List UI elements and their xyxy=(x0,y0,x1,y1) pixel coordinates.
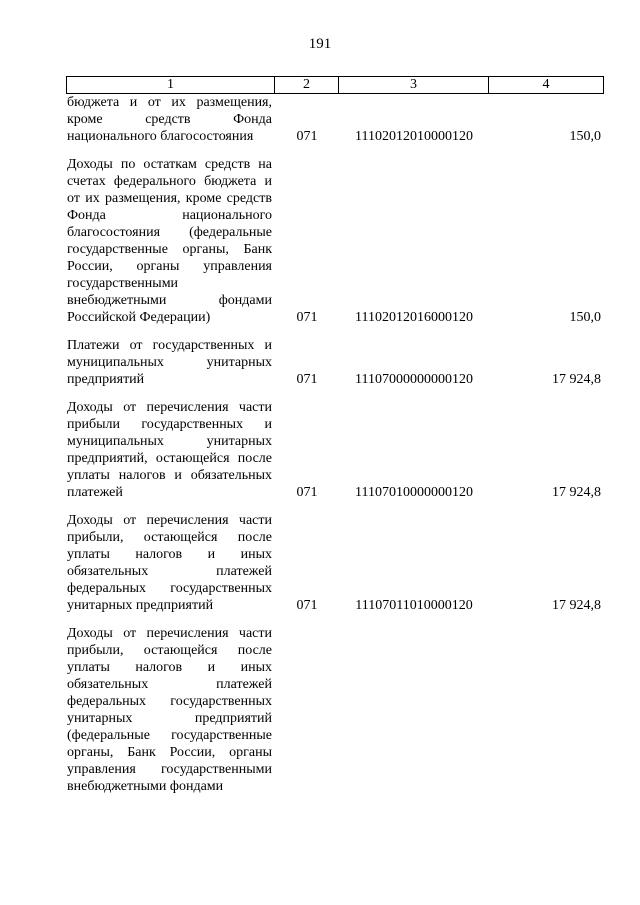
table-header xyxy=(66,76,604,94)
row-kbk-code: 11102012010000120 xyxy=(355,129,473,144)
row-amount: 17 924,8 xyxy=(552,372,601,387)
row-admin-code: 071 xyxy=(296,129,318,144)
row-description: бюджета и от их размещения, кроме средств Фонда национального благосостояния xyxy=(67,95,272,144)
row-amount: 17 924,8 xyxy=(552,598,601,613)
page-number: 191 xyxy=(308,36,332,52)
header-col-3: 3 xyxy=(339,77,489,93)
row-admin-code: 071 xyxy=(296,372,318,387)
table-row xyxy=(67,337,603,388)
row-description: Доходы от перечисления части прибыли, остающейся после уплаты налогов и иных обязательных платежей федеральных государственных унитарных предприятий xyxy=(67,513,272,613)
header-col-4: 4 xyxy=(542,77,550,92)
row-description: Доходы от перечисления части прибыли, остающейся после уплаты налогов и иных обязательных платежей федеральных государственных унитарных предприятий (федеральные государственные органы, Банк России, органы управления государственными внебюджетными фондами xyxy=(67,626,272,794)
table-row xyxy=(67,156,603,326)
row-kbk-code: 11102012016000120 xyxy=(355,310,473,325)
row-amount: 150,0 xyxy=(569,310,601,325)
table-row xyxy=(67,94,603,145)
table-row xyxy=(67,625,603,795)
row-kbk-code: 11107010000000120 xyxy=(355,485,473,500)
table-body xyxy=(67,94,603,806)
header-col-1: 1 xyxy=(67,77,275,93)
row-description: Доходы по остаткам средств на счетах федерального бюджета и от их размещения, кроме средств Фонда национального благосостояния (федеральные государственные органы, Банк России, органы управления государственными внебюджетными фондами Российской Федерации) xyxy=(67,157,272,325)
row-description: Платежи от государственных и муниципальных унитарных предприятий xyxy=(67,338,272,387)
table-row xyxy=(67,512,603,614)
row-amount: 150,0 xyxy=(569,129,601,144)
header-col-2: 2 xyxy=(275,77,339,93)
row-amount: 17 924,8 xyxy=(552,485,601,500)
table-row xyxy=(67,399,603,501)
row-admin-code: 071 xyxy=(296,598,318,613)
row-description: Доходы от перечисления части прибыли государственных и муниципальных унитарных предприятий, остающейся после уплаты налогов и обязательных платежей xyxy=(67,400,272,500)
row-admin-code: 071 xyxy=(296,310,318,325)
row-kbk-code: 11107011010000120 xyxy=(355,598,473,613)
row-kbk-code: 11107000000000120 xyxy=(355,372,473,387)
row-admin-code: 071 xyxy=(296,485,318,500)
